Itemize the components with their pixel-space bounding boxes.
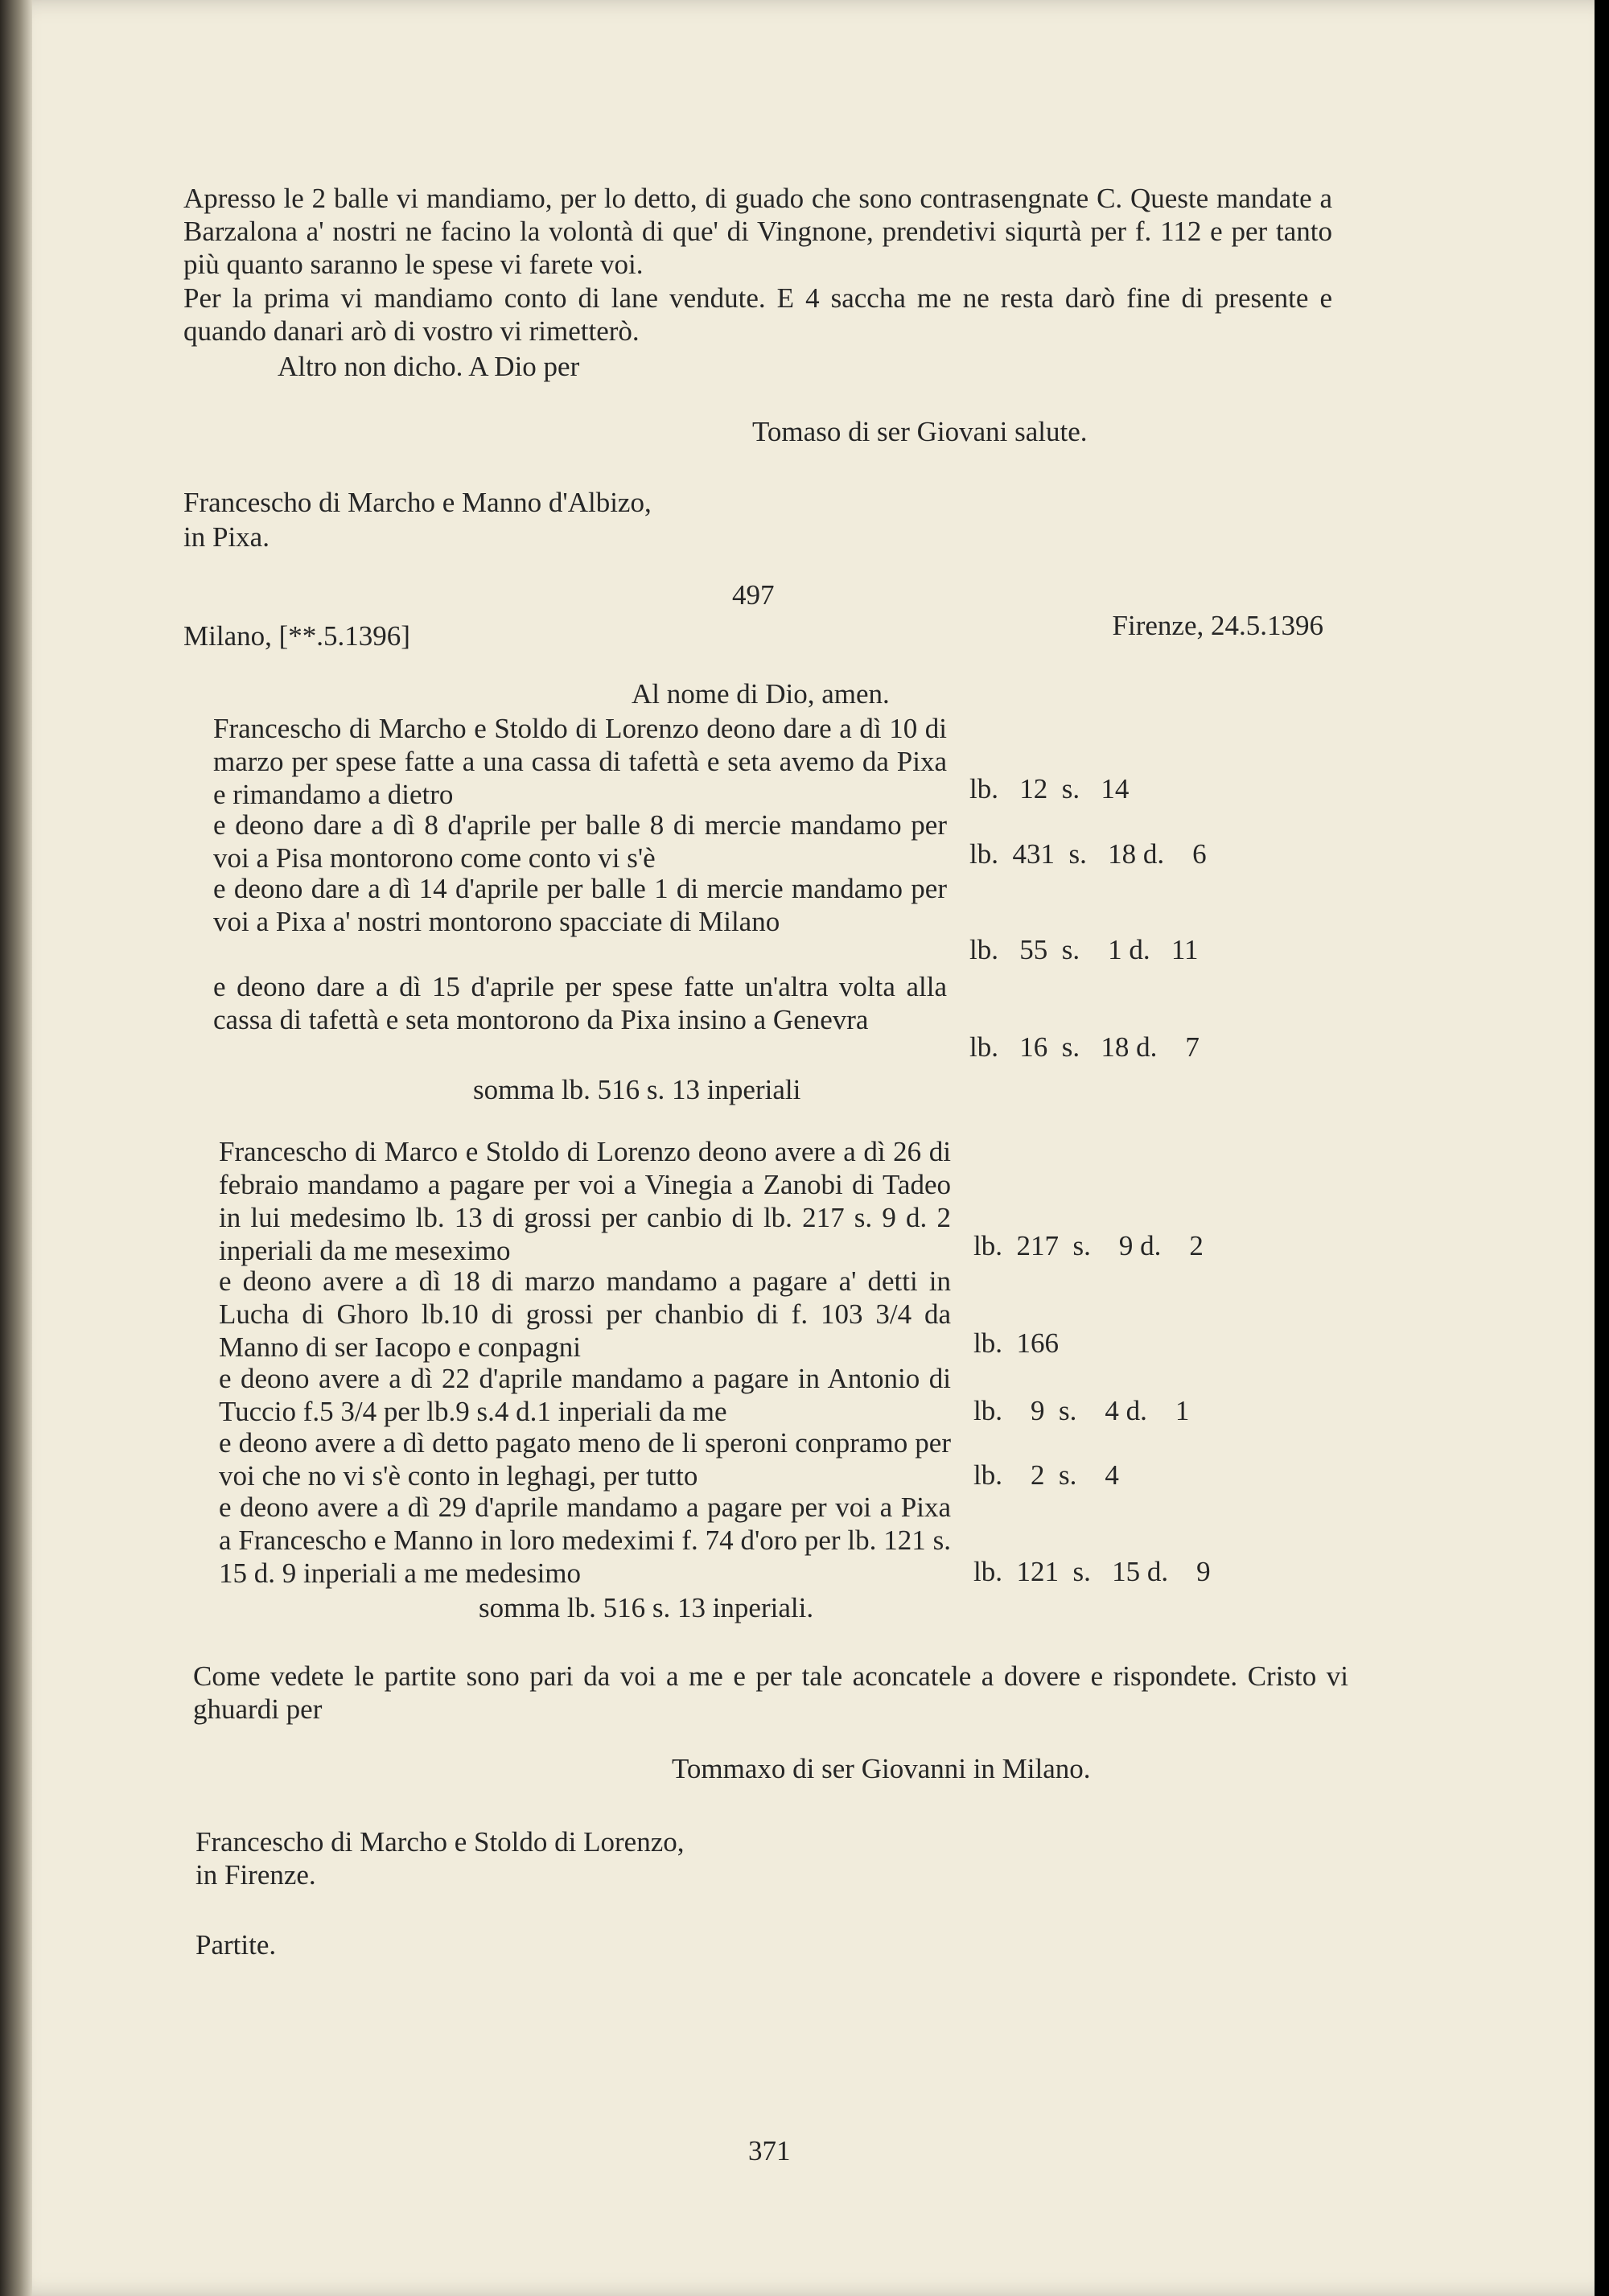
letter497-addressee-line1: Francescho di Marcho e Stoldo di Lorenzo,	[195, 1826, 685, 1858]
dare-entry-2: e deono dare a dì 8 d'aprile per balle 8 di mercie mandamo per voi a Pisa montorono come conto vi s'è	[213, 809, 947, 874]
page-gutter	[0, 0, 32, 2296]
avere-entry-1: Francescho di Marco e Stoldo di Lorenzo deono avere a dì 26 di febraio mandamo a pagare per voi a Vinegia a Zanobi di Tadeo in lui medesimo lb. 13 di grossi per canbio di lb. 217 s. 9 d. 2 inperiali da me meseximo	[219, 1136, 951, 1266]
letter497-closing-paragraph: Come vedete le partite sono pari da voi a me e per tale aconcatele a dovere e rispondete. Cristo vi ghuardi per	[193, 1660, 1348, 1725]
letter497-note: Partite.	[195, 1929, 277, 1961]
avere-amount-2: lb. 166	[973, 1327, 1059, 1359]
letter-destination: Firenze, 24.5.1396	[1112, 610, 1323, 641]
avere-total: somma lb. 516 s. 13 inperiali.	[479, 1592, 814, 1623]
letter497-signature: Tommaxo di ser Giovanni in Milano.	[672, 1753, 1091, 1784]
letter1-paragraph2: Per la prima vi mandiamo conto di lane vendute. E 4 saccha me ne resta darò fine di presente e quando danari arò di vostro vi rimetterò.	[183, 282, 1332, 347]
letter497-addressee-line2: in Firenze.	[195, 1859, 316, 1891]
letter-number: 497	[732, 579, 775, 611]
dare-entry-1: Francescho di Marcho e Stoldo di Lorenzo deono dare a dì 10 di marzo per spese fatte a una cassa di tafettà e seta avemo da Pixa e rimandamo a dietro	[213, 713, 947, 810]
avere-entry-3: e deono avere a dì 22 d'aprile mandamo a pagare in Antonio di Tuccio f.5 3/4 per lb.9 s.4 d.1 inperiali da me	[219, 1363, 951, 1427]
dare-entry-3: e deono dare a dì 14 d'aprile per balle 1 di mercie mandamo per voi a Pixa a' nostri montorono spacciate di Milano	[213, 873, 947, 937]
page-number: 371	[748, 2135, 791, 2166]
invocation: Al nome di Dio, amen.	[632, 678, 890, 710]
letter-origin: Milano, [**.5.1396]	[183, 620, 410, 652]
letter1-signature: Tomaso di ser Giovani salute.	[752, 416, 1088, 447]
letter1-addressee-line2: in Pixa.	[183, 521, 270, 553]
dare-entry-4: e deono dare a dì 15 d'aprile per spese fatte un'altra volta alla cassa di tafettà e seta montorono da Pixa insino a Genevra	[213, 971, 947, 1035]
avere-amount-3: lb. 9 s. 4 d. 1	[973, 1395, 1190, 1426]
letter1-paragraph1: Apresso le 2 balle vi mandiamo, per lo detto, di guado che sono contrasengnate C. Queste mandate a Barzalona a' nostri ne facino la volontà di que' di Vingnone, prendetivi siqurtà per f. 112 e per tanto più quanto saranno le spese vi farete voi.	[183, 183, 1332, 280]
avere-entry-5: e deono avere a dì 29 d'aprile mandamo a pagare per voi a Pixa a Francescho e Manno in loro medeximi f. 74 d'oro per lb. 121 s. 15 d. 9 inperiali a me medesimo	[219, 1492, 951, 1589]
avere-entry-2: e deono avere a dì 18 di marzo mandamo a pagare a' detti in Lucha di Ghoro lb.10 di grossi per chanbio di f. 103 3/4 da Manno di ser Iacopo e conpagni	[219, 1265, 951, 1363]
dare-total: somma lb. 516 s. 13 inperiali	[473, 1074, 801, 1105]
dare-amount-1: lb. 12 s. 14	[969, 773, 1130, 804]
dare-amount-2: lb. 431 s. 18 d. 6	[969, 838, 1207, 870]
letter1-addressee-line1: Franceschо di Marcho e Manno d'Albizo,	[183, 487, 652, 518]
dare-amount-3: lb. 55 s. 1 d. 11	[969, 934, 1199, 965]
letter1-closing: Altro non dicho. A Dio per	[278, 351, 580, 382]
avere-entry-4: e deono avere a dì detto pagato meno de li speroni conpramo per voi che no vi s'è conto in leghagi, per tutto	[219, 1427, 951, 1492]
avere-amount-4: lb. 2 s. 4	[973, 1459, 1119, 1491]
avere-amount-1: lb. 217 s. 9 d. 2	[973, 1230, 1204, 1261]
avere-amount-5: lb. 121 s. 15 d. 9	[973, 1556, 1211, 1587]
dare-amount-4: lb. 16 s. 18 d. 7	[969, 1031, 1200, 1063]
